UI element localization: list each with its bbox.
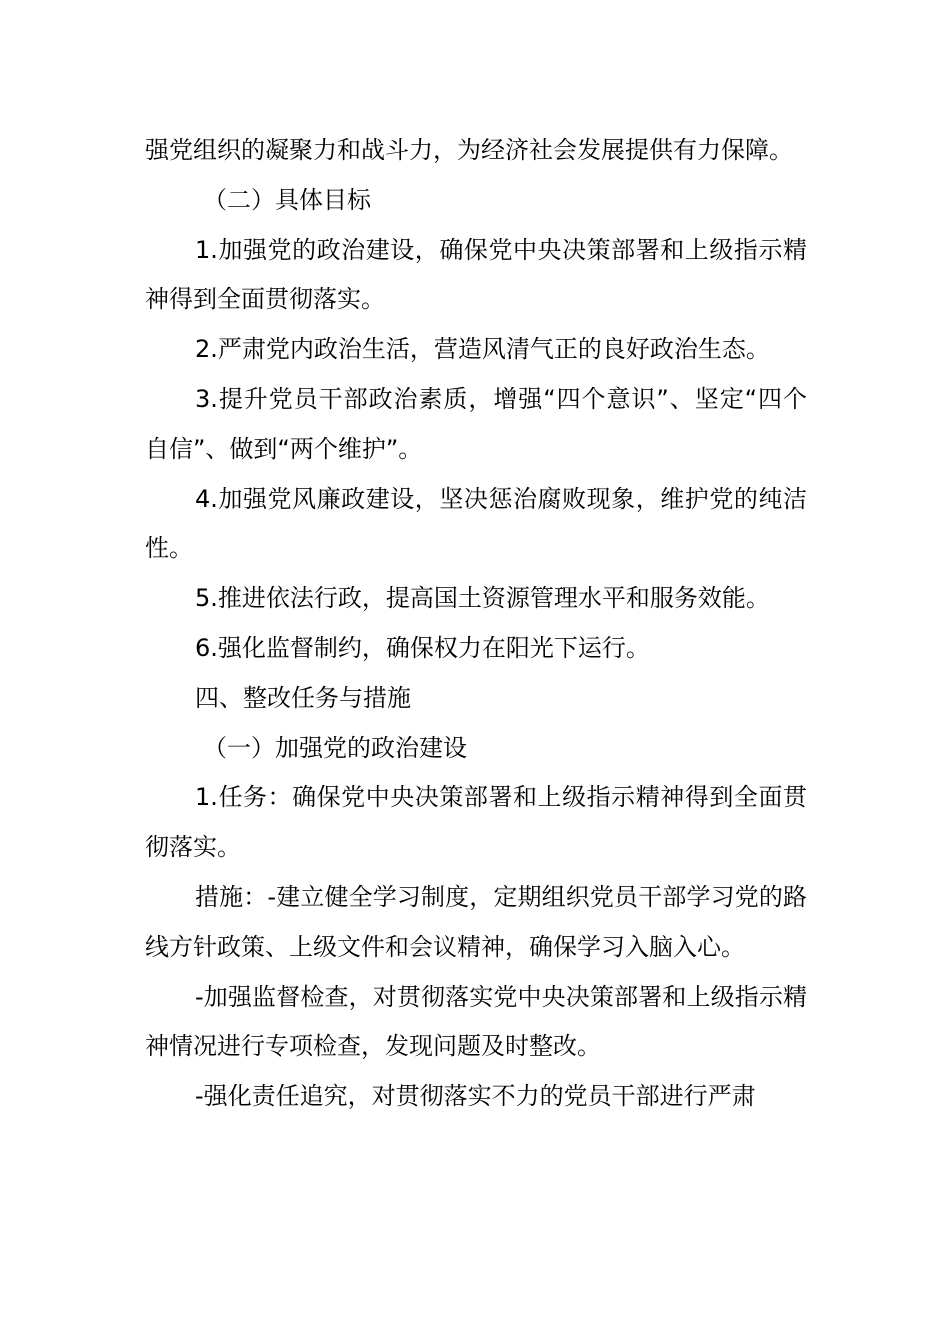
document-body bbox=[145, 126, 807, 1122]
section-heading-rectification-tasks: 四、整改任务与措施 bbox=[195, 683, 411, 712]
measure-supervision: -加强监督检查，对贯彻落实党中央决策部署和上级指示精神情况进行专项检查，发现问题及时整改。 bbox=[145, 982, 807, 1061]
goal-item-6: 6.强化监督制约，确保权力在阳光下运行。 bbox=[195, 633, 650, 662]
goal-item-5: 5.推进依法行政，提高国土资源管理水平和服务效能。 bbox=[195, 584, 770, 613]
section-heading-specific-goals: （二）具体目标 bbox=[203, 185, 371, 214]
goal-item-1: 1.加强党的政治建设，确保党中央决策部署和上级指示精神得到全面贯彻落实。 bbox=[145, 235, 807, 314]
goal-item-3: 3.提升党员干部政治素质，增强“四个意识”、坚定“四个自信”、做到“两个维护”。 bbox=[145, 384, 807, 463]
section-heading-political-building: （一）加强党的政治建设 bbox=[203, 733, 467, 762]
goal-item-2: 2.严肃党内政治生活，营造风清气正的良好政治生态。 bbox=[195, 335, 770, 364]
measures-paragraph: 措施：-建立健全学习制度，定期组织党员干部学习党的路线方针政策、上级文件和会议精神，确保学习入脑入心。 bbox=[145, 882, 807, 961]
goal-item-4: 4.加强党风廉政建设，坚决惩治腐败现象，维护党的纯洁性。 bbox=[145, 484, 807, 563]
task-item-1: 1.任务：确保党中央决策部署和上级指示精神得到全面贯彻落实。 bbox=[145, 783, 807, 862]
measure-accountability: -强化责任追究，对贯彻落实不力的党员干部进行严肃 bbox=[195, 1082, 756, 1111]
paragraph-continuation: 强党组织的凝聚力和战斗力，为经济社会发展提供有力保障。 bbox=[145, 136, 793, 164]
